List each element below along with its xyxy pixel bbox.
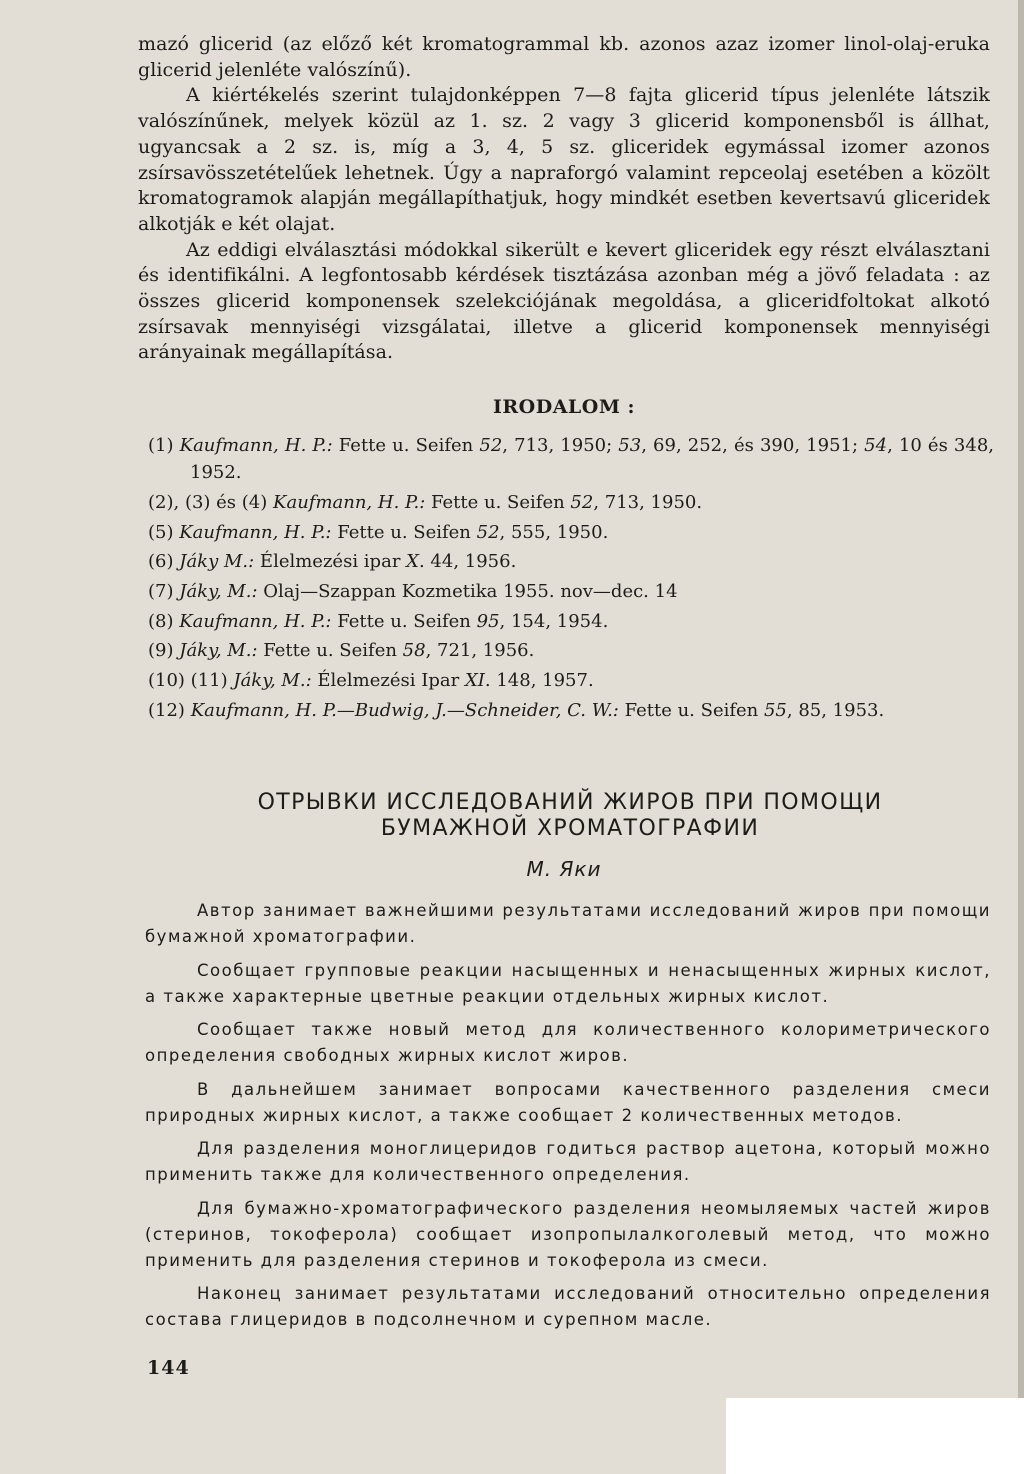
reference-details: , 555, 1950.: [499, 521, 609, 543]
reference-journal: Fette u. Seifen: [257, 640, 403, 662]
russian-summary-author: М. Яки: [526, 857, 602, 881]
reference-journal: Élelmezési Ipar: [311, 670, 465, 692]
reference-journal: Olaj—Szappan Kozmetika 1955. nov—dec. 14: [257, 581, 678, 603]
reference-author: Kaufmann, H. P.:: [179, 610, 332, 632]
scan-blank-corner: [726, 1398, 1024, 1474]
russian-paragraph: В дальнейшем занимает вопросами качественного разделения смеси природных жирных кислот, а также сообщает 2 количественных методов.: [145, 1079, 991, 1125]
reference-volume: 58: [402, 640, 426, 662]
reference-details: , 154, 1954.: [499, 610, 609, 632]
reference-details: , 69, 252, és 390, 1951;: [641, 435, 865, 456]
title-line-2: БУМАЖНОЙ ХРОМАТОГРАФИИ: [380, 816, 760, 841]
reference-details: . 148, 1957.: [484, 670, 594, 692]
references-list: [148, 432, 994, 727]
reference-author: Kaufmann, H. P.—Budwig, J.—Schneider, C. W.:: [190, 699, 619, 721]
russian-summary-title: [130, 790, 1010, 842]
reference-number: (8): [148, 610, 174, 632]
reference-volume: 52: [570, 491, 594, 513]
reference-journal: Fette u. Seifen: [331, 521, 477, 543]
reference-item: [148, 667, 994, 694]
reference-author: Kaufmann, H. P.:: [179, 521, 332, 543]
reference-author: Kaufmann, H. P.:: [179, 435, 333, 456]
reference-details: , 713, 1950;: [502, 435, 619, 456]
reference-number: (2), (3) és (4): [148, 491, 268, 513]
russian-paragraph: Автор занимает важнейшими результатами исследований жиров при помощи бумажной хроматографии.: [145, 901, 991, 946]
reference-volume: 55: [763, 699, 787, 721]
reference-number: (12): [148, 699, 185, 721]
reference-details: . 44, 1956.: [418, 551, 517, 573]
title-line-1: ОТРЫВКИ ИССЛЕДОВАНИЙ ЖИРОВ ПРИ ПОМОЩИ: [257, 790, 883, 815]
russian-paragraph: Сообщает групповые реакции насыщенных и ненасыщенных жирных кислот, а также характерные цветные реакции отдельных жирных кислот.: [145, 960, 991, 1006]
reference-volume: XI: [464, 670, 485, 692]
reference-number: (1): [148, 435, 174, 456]
russian-paragraph: Наконец занимает результатами исследований относительно определения состава глицеридов в подсолнечном и сурепном масле.: [145, 1284, 991, 1329]
paragraph-conclusion: Az eddigi elválasztási módokkal sikerült e kevert gliceridek egy részt elválasztani és identifikálni. A legfontosabb kérdések tisztázása azonban még a jövő feladata : az összes glicerid komponensek szelekciójának megoldása, a gliceridfoltokat alkotó zsírsavak mennyiségi vizsgálatai, illetve a glicerid komponensek mennyiségi arányainak megállapítása.: [138, 238, 990, 364]
reference-item: [148, 637, 994, 664]
reference-item: [148, 608, 994, 635]
paragraph-continuation: mazó glicerid (az előző két kromatogrammal kb. azonos azaz izomer linol-olaj-eruka glicerid jelenléte valószínű).: [138, 33, 990, 81]
reference-item: [148, 578, 994, 605]
russian-summary-body: [145, 898, 991, 1341]
reference-number: (5): [148, 521, 174, 543]
reference-number: (7): [148, 581, 174, 603]
reference-number: (10) (11): [148, 670, 228, 692]
reference-author: Jáky, M.:: [179, 581, 258, 603]
reference-journal: Fette u. Seifen: [332, 435, 480, 456]
reference-journal: Fette u. Seifen: [618, 699, 764, 721]
reference-author: Kaufmann, H. P.:: [273, 491, 426, 513]
reference-journal: Élelmezési ipar: [254, 551, 407, 573]
reference-details: , 10 és 348, 1952.: [190, 435, 994, 484]
reference-volume: 53: [618, 435, 642, 456]
references-heading: IRODALOM :: [492, 396, 636, 418]
reference-item: [148, 548, 994, 575]
russian-paragraph: Сообщает также новый метод для количественного колориметрического определения свободных жирных кислот жиров.: [145, 1020, 991, 1065]
reference-volume: 52: [476, 521, 500, 543]
russian-paragraph: Для бумажно-хроматографического разделения неомыляемых частей жиров (стеринов, токоферола) сообщает изопропылалкоголевый метод, что можно применить для разделения стеринов и токоферола из смеси.: [145, 1198, 991, 1270]
reference-details: , 85, 1953.: [786, 699, 885, 721]
reference-author: Jáky, M.:: [179, 640, 258, 662]
reference-details: , 721, 1956.: [425, 640, 535, 662]
reference-item: [148, 519, 994, 546]
reference-volume: 52: [479, 435, 503, 456]
reference-volume: 54: [864, 435, 888, 456]
reference-author: Jáky, M.:: [233, 670, 312, 692]
paragraph-evaluation: A kiértékelés szerint tulajdonképpen 7—8 fajta glicerid típus jelenléte látszik valószínűnek, melyek közül az 1. sz. 2 vagy 3 glicerid komponensből is állhat, ugyancsak a 2 sz. is, míg a 3, 4, 5 sz. gliceridek egymással izomer azonos zsírsavösszetételűek lehetnek. Úgy a napraforgó valamint repceolaj esetében a közölt kromatogramok alapján megállapíthatjuk, hogy mindkét esetben kevertsavú gliceridek alkotják e két olajat.: [138, 84, 990, 235]
reference-journal: Fette u. Seifen: [425, 491, 571, 513]
page-number: 144: [147, 1357, 190, 1379]
reference-number: (9): [148, 640, 174, 662]
reference-journal: Fette u. Seifen: [331, 610, 477, 632]
reference-author: Jáky M.:: [179, 551, 255, 573]
reference-volume: 95: [476, 610, 500, 632]
reference-item: [148, 489, 994, 516]
reference-volume: X: [406, 551, 419, 573]
reference-item: [148, 432, 994, 486]
scan-edge-shadow: [1018, 0, 1024, 1398]
reference-details: , 713, 1950.: [593, 491, 703, 513]
hungarian-text-block: [138, 32, 990, 366]
russian-paragraph: Для разделения моноглицеридов годиться раствор ацетона, который можно применить также для количественного определения.: [145, 1139, 991, 1184]
reference-number: (6): [148, 551, 174, 573]
reference-item: [148, 697, 994, 724]
